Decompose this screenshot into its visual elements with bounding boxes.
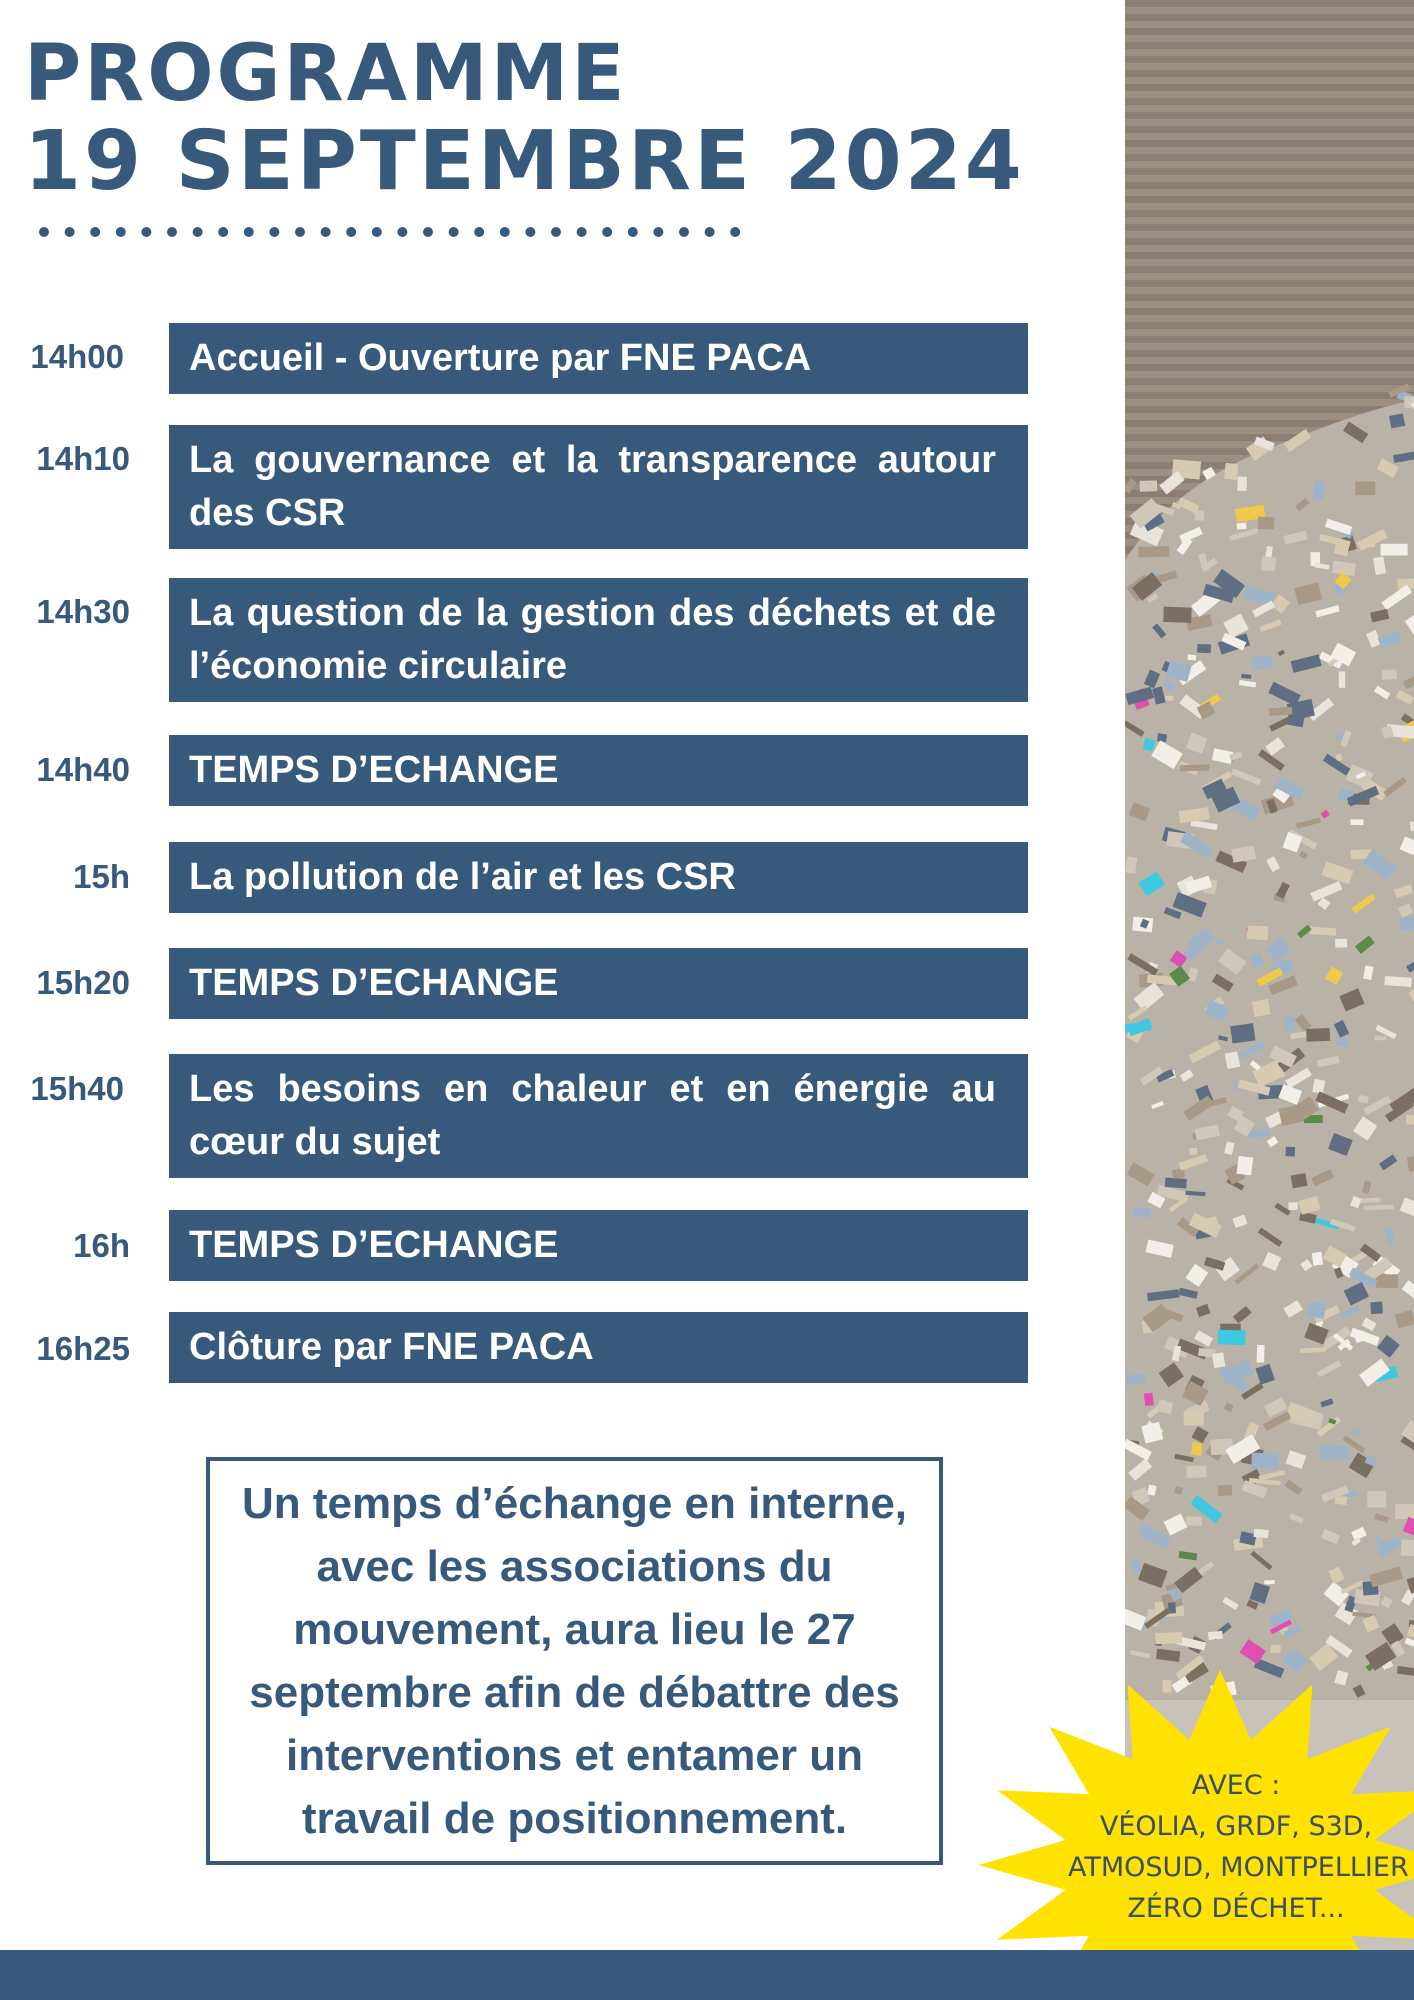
debris-fragment [1217,1485,1232,1496]
partners-text [1068,1765,1409,1929]
debris-fragment [1186,1516,1202,1526]
divider-dot [193,227,203,237]
schedule-time: 14h00 [30,338,124,375]
partners-line: ATMOSUD, MONTPELLIER [1068,1852,1409,1883]
wall-slat [1125,252,1414,259]
debris-fragment [1285,1147,1295,1157]
divider-dot [653,227,663,237]
wall-slat [1125,308,1414,315]
schedule-item: La question de la gestion des déchets et de l’économie circulaire [169,578,1028,702]
debris-fragment [1288,1202,1297,1210]
debris-fragment [1172,1169,1185,1179]
debris-fragment [1133,1207,1151,1217]
debris-fragment [1307,1301,1327,1319]
debris-fragment [1374,1036,1386,1041]
wall-slat [1125,322,1414,329]
debris-fragment [1212,1352,1225,1368]
debris-fragment [1382,669,1397,679]
schedule-time: 16h [73,1227,130,1264]
debris-fragment [1401,1539,1414,1556]
wall-slat [1125,210,1414,217]
footer-band [0,1950,1414,2000]
schedule-item: TEMPS D’ECHANGE [169,1210,1028,1281]
wall-slat [1125,56,1414,63]
debris-fragment [1140,480,1158,491]
debris-fragment [1312,1252,1323,1266]
notice-text: Un temps d’échange en interne, avec les associations du mouvement, aura lieu le 27 septembre afin de débattre des interventions et entamer un travail de positionnement. [241,1479,908,1843]
debris-fragment [1312,1079,1325,1094]
debris-fragment [1189,1148,1197,1155]
debris-fragment [1355,482,1375,496]
schedule-time: 16h25 [36,1330,130,1367]
schedule-time: 15h40 [30,1070,124,1107]
divider-dot [39,227,49,237]
divider-dot [321,227,331,237]
debris-fragment [1217,940,1226,945]
divider-dot [449,227,459,237]
debris-fragment [1264,1580,1275,1584]
debris-fragment [1269,707,1292,716]
divider-dot [500,227,510,237]
partners-line: VÉOLIA, GRDF, S3D, [1099,1811,1373,1842]
debris-fragment [1406,1115,1414,1124]
divider-dot [397,227,407,237]
divider-dot [679,227,689,237]
schedule-time: 14h10 [36,440,130,477]
debris-fragment [1339,671,1346,687]
divider-dot [423,227,433,237]
debris-fragment [1251,1453,1279,1470]
debris-fragment [1335,939,1347,948]
schedule-item: Les besoins en chaleur et en énergie au cœur du sujet [169,1054,1028,1178]
wall-slat [1125,266,1414,273]
wall-slat [1125,112,1414,119]
wall-slat [1125,168,1414,175]
dotted-divider [38,224,758,240]
divider-dot [244,227,254,237]
debris-fragment [1144,1393,1154,1406]
debris-fragment [1252,999,1271,1017]
divider-dot [65,227,75,237]
schedule-item: Accueil - Ouverture par FNE PACA [169,323,1028,394]
debris-fragment [1376,1274,1398,1288]
programme-title [24,29,1025,209]
debris-fragment [1253,655,1272,670]
schedule-item: TEMPS D’ECHANGE [169,948,1028,1019]
schedule-time: 15h [73,858,130,895]
divider-dot [705,227,715,237]
debris-fragment [1163,607,1191,623]
debris-fragment [1155,1632,1182,1644]
debris-fragment [1367,1491,1386,1507]
debris-fragment [1184,1412,1204,1426]
debris-fragment [1350,819,1363,825]
schedule-time: 14h30 [36,593,130,630]
divider-dot [269,227,279,237]
divider-dot [218,227,228,237]
internal-meeting-notice [206,1457,943,1865]
wall-slat [1125,224,1414,231]
divider-dot [295,227,305,237]
divider-dot [730,227,740,237]
debris-fragment [1126,1373,1146,1384]
debris-fragment [1320,1445,1348,1459]
title-line-programme: PROGRAMME [24,29,628,119]
wall-slat [1125,336,1414,343]
debris-fragment [1187,655,1196,661]
wall-slat [1125,98,1414,105]
debris-fragment [1218,1330,1246,1346]
wall-slat [1125,70,1414,77]
debris-fragment [1224,463,1238,480]
debris-fragment [1165,1177,1187,1188]
divider-dot [628,227,638,237]
divider-dot [525,227,535,237]
schedule-item: La gouvernance et la transparence autour des CSR [169,425,1028,549]
title-line-date: 19 SEPTEMBRE 2024 [24,114,1025,209]
debris-fragment [1384,976,1412,987]
debris-fragment [1138,546,1169,557]
debris-fragment [1186,1465,1207,1478]
debris-fragment [1258,517,1274,529]
debris-fragment [1306,1028,1330,1042]
debris-fragment [1208,1631,1223,1640]
wall-slat [1125,392,1414,399]
wall-slat [1125,350,1414,357]
debris-fragment [1353,1428,1360,1436]
wall-slat [1125,42,1414,49]
wall-slat [1125,378,1414,385]
divider-dot [167,227,177,237]
debris-fragment [1197,644,1211,653]
schedule-item: Clôture par FNE PACA [169,1312,1028,1383]
schedule-time: 14h40 [36,751,130,788]
partners-heading: AVEC : [1191,1770,1281,1801]
debris-fragment [1261,556,1276,571]
schedule-time: 15h20 [36,964,130,1001]
debris-fragment [1395,1504,1414,1519]
wall-slat [1125,84,1414,91]
wall-slat [1125,182,1414,189]
debris-fragment [1254,1529,1269,1538]
wall-slat [1125,280,1414,287]
wall-slat [1125,28,1414,35]
schedule-item: TEMPS D’ECHANGE [169,735,1028,806]
debris-fragment [1291,1173,1308,1188]
wall-slat [1125,0,1414,7]
debris-fragment [1271,1645,1281,1653]
wall-slat [1125,14,1414,21]
divider-dot [141,227,151,237]
debris-fragment [1360,1198,1380,1203]
wall-slat [1125,140,1414,147]
schedule-item: La pollution de l’air et les CSR [169,842,1028,913]
divider-dot [90,227,100,237]
debris-fragment [1180,764,1210,771]
wall-slat [1125,196,1414,203]
debris-fragment [1230,1023,1255,1043]
debris-fragment [1380,544,1407,556]
debris-fragment [1400,917,1414,931]
divider-dot [551,227,561,237]
divider-dot [116,227,126,237]
debris-fragment [1237,477,1247,492]
divider-dot [474,227,484,237]
wall-slat [1125,364,1414,371]
wall-slat [1125,126,1414,133]
wall-slat [1125,238,1414,245]
debris-fragment [1247,925,1268,940]
debris-fragment [1389,413,1405,428]
debris-fragment [1237,1156,1254,1176]
partners-line: ZÉRO DÉCHET... [1127,1893,1345,1924]
debris-fragment [1257,1345,1265,1363]
debris-fragment [1191,1442,1203,1456]
divider-dot [577,227,587,237]
debris-fragment [1237,523,1247,530]
wall-slat [1125,154,1414,161]
debris-fragment [1157,733,1167,742]
waste-pile-photo [1125,0,1414,1950]
divider-dot [602,227,612,237]
debris-fragment [1370,1302,1383,1315]
debris-fragment [1313,481,1326,500]
wall-slat [1125,294,1414,301]
divider-dot [346,227,356,237]
divider-dot [372,227,382,237]
